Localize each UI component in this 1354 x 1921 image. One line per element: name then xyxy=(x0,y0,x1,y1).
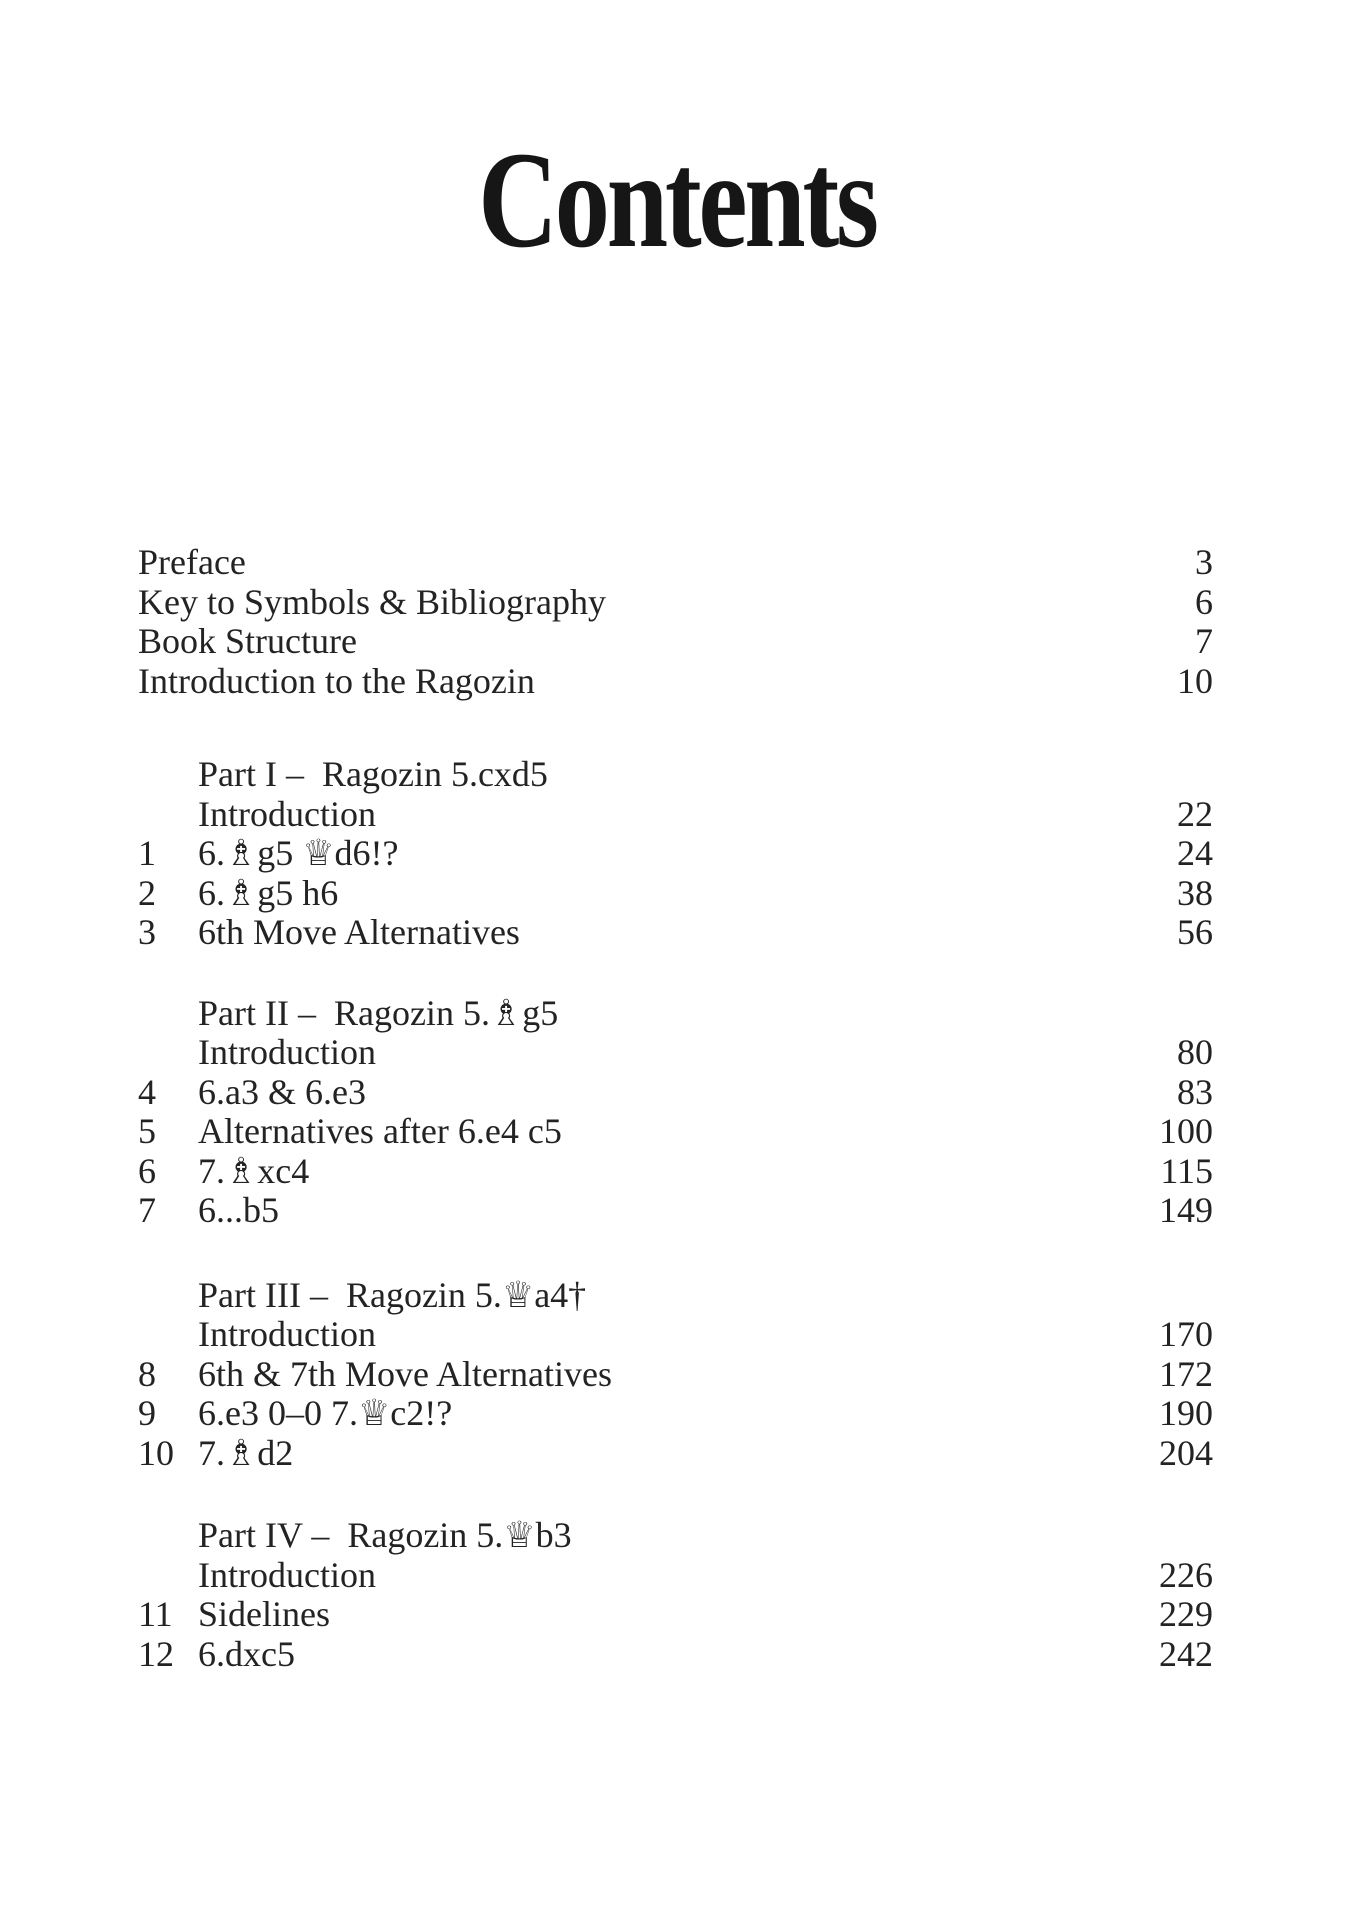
chapter-number: 4 xyxy=(138,1071,156,1112)
toc-entry-page: 149 xyxy=(1159,1190,1213,1230)
part-heading: Part IV – Ragozin 5.♕b3 xyxy=(198,1515,572,1555)
toc-entry-page: 100 xyxy=(1159,1111,1213,1151)
toc-entry-page: 22 xyxy=(1177,793,1213,834)
toc-entry-page: 226 xyxy=(1159,1554,1213,1595)
toc-entry-title: 6th Move Alternatives xyxy=(198,912,520,952)
toc-row xyxy=(138,795,1213,835)
toc-entry-title: Alternatives after 6.e4 c5 xyxy=(198,1111,562,1151)
toc-entry-title: 6...b5 xyxy=(198,1190,279,1230)
toc-entry-page: 56 xyxy=(1177,912,1213,952)
page-title: Contents xyxy=(478,123,876,276)
toc-entry-page: 83 xyxy=(1177,1071,1213,1112)
chapter-number: 5 xyxy=(138,1111,156,1151)
toc-entry-page: 7 xyxy=(1195,621,1213,661)
toc-entry-page: 204 xyxy=(1159,1432,1213,1473)
toc-entry-page: 6 xyxy=(1195,581,1213,622)
toc-row xyxy=(138,543,1213,583)
part-heading: Part II – Ragozin 5.♗g5 xyxy=(198,992,559,1033)
toc-row xyxy=(138,834,1213,874)
toc-entry-title: Introduction xyxy=(198,1314,376,1354)
toc-row xyxy=(138,1073,1213,1113)
chapter-number: 6 xyxy=(138,1150,156,1191)
toc-entry-title: 6.♗g5 ♕d6!? xyxy=(198,833,399,873)
toc-row xyxy=(138,662,1213,702)
toc-entry-title: Book Structure xyxy=(138,621,357,661)
part-section-3 xyxy=(138,1276,1213,1474)
toc-row xyxy=(138,1595,1213,1635)
toc-row xyxy=(138,1355,1213,1395)
chapter-number: 2 xyxy=(138,872,156,913)
toc-entry-title: Preface xyxy=(138,542,246,582)
toc-entry-title: Introduction to the Ragozin xyxy=(138,660,535,701)
toc-entry-page: 229 xyxy=(1159,1594,1213,1634)
toc-entry-title: Introduction xyxy=(198,1032,376,1072)
toc-entry-title: 7.♗d2 xyxy=(198,1432,294,1473)
toc-row xyxy=(138,1152,1213,1192)
part-heading-row xyxy=(138,1276,1213,1316)
chapter-number: 1 xyxy=(138,833,156,873)
table-of-contents xyxy=(138,543,1213,1674)
chapter-number: 3 xyxy=(138,912,156,952)
toc-entry-title: 6th & 7th Move Alternatives xyxy=(198,1353,612,1394)
part-heading: Part III – Ragozin 5.♕a4† xyxy=(198,1274,587,1315)
toc-row xyxy=(138,1033,1213,1073)
toc-entry-page: 38 xyxy=(1177,872,1213,913)
toc-entry-title: 6.a3 & 6.e3 xyxy=(198,1071,366,1112)
toc-row xyxy=(138,1434,1213,1474)
toc-row xyxy=(138,583,1213,623)
toc-entry-title: Introduction xyxy=(198,793,376,834)
toc-entry-page: 172 xyxy=(1159,1353,1213,1394)
toc-row xyxy=(138,1556,1213,1596)
toc-entry-title: Introduction xyxy=(198,1554,376,1595)
toc-entry-title: Sidelines xyxy=(198,1594,330,1634)
toc-entry-page: 170 xyxy=(1159,1314,1213,1354)
part-heading: Part I – Ragozin 5.cxd5 xyxy=(198,754,548,794)
part-section-4 xyxy=(138,1516,1213,1674)
chapter-number: 8 xyxy=(138,1353,156,1394)
toc-entry-page: 115 xyxy=(1160,1150,1213,1191)
chapter-number: 11 xyxy=(138,1594,173,1634)
toc-entry-page: 190 xyxy=(1159,1393,1213,1433)
toc-row xyxy=(138,874,1213,914)
toc-entry-title: 6.♗g5 h6 xyxy=(198,872,339,913)
chapter-number: 7 xyxy=(138,1190,156,1230)
toc-entry-page: 3 xyxy=(1195,542,1213,582)
part-heading-row xyxy=(138,994,1213,1034)
part-section-2 xyxy=(138,994,1213,1231)
toc-entry-title: 7.♗xc4 xyxy=(198,1150,310,1191)
chapter-number: 12 xyxy=(138,1633,174,1674)
chapter-number: 9 xyxy=(138,1393,156,1433)
toc-entry-page: 80 xyxy=(1177,1032,1213,1072)
part-heading-row xyxy=(138,755,1213,795)
toc-entry-title: 6.e3 0–0 7.♕c2!? xyxy=(198,1393,453,1433)
toc-row xyxy=(138,622,1213,662)
chapter-number: 10 xyxy=(138,1432,174,1473)
toc-row xyxy=(138,913,1213,953)
toc-row xyxy=(138,1315,1213,1355)
toc-entry-title: 6.dxc5 xyxy=(198,1633,295,1674)
toc-row xyxy=(138,1635,1213,1675)
toc-row xyxy=(138,1191,1213,1231)
toc-row xyxy=(138,1112,1213,1152)
toc-entry-page: 242 xyxy=(1159,1633,1213,1674)
toc-entry-title: Key to Symbols & Bibliography xyxy=(138,581,606,622)
toc-entry-page: 10 xyxy=(1177,660,1213,701)
toc-entry-page: 24 xyxy=(1177,833,1213,873)
part-heading-row xyxy=(138,1516,1213,1556)
toc-row xyxy=(138,1394,1213,1434)
part-section-1 xyxy=(138,755,1213,953)
